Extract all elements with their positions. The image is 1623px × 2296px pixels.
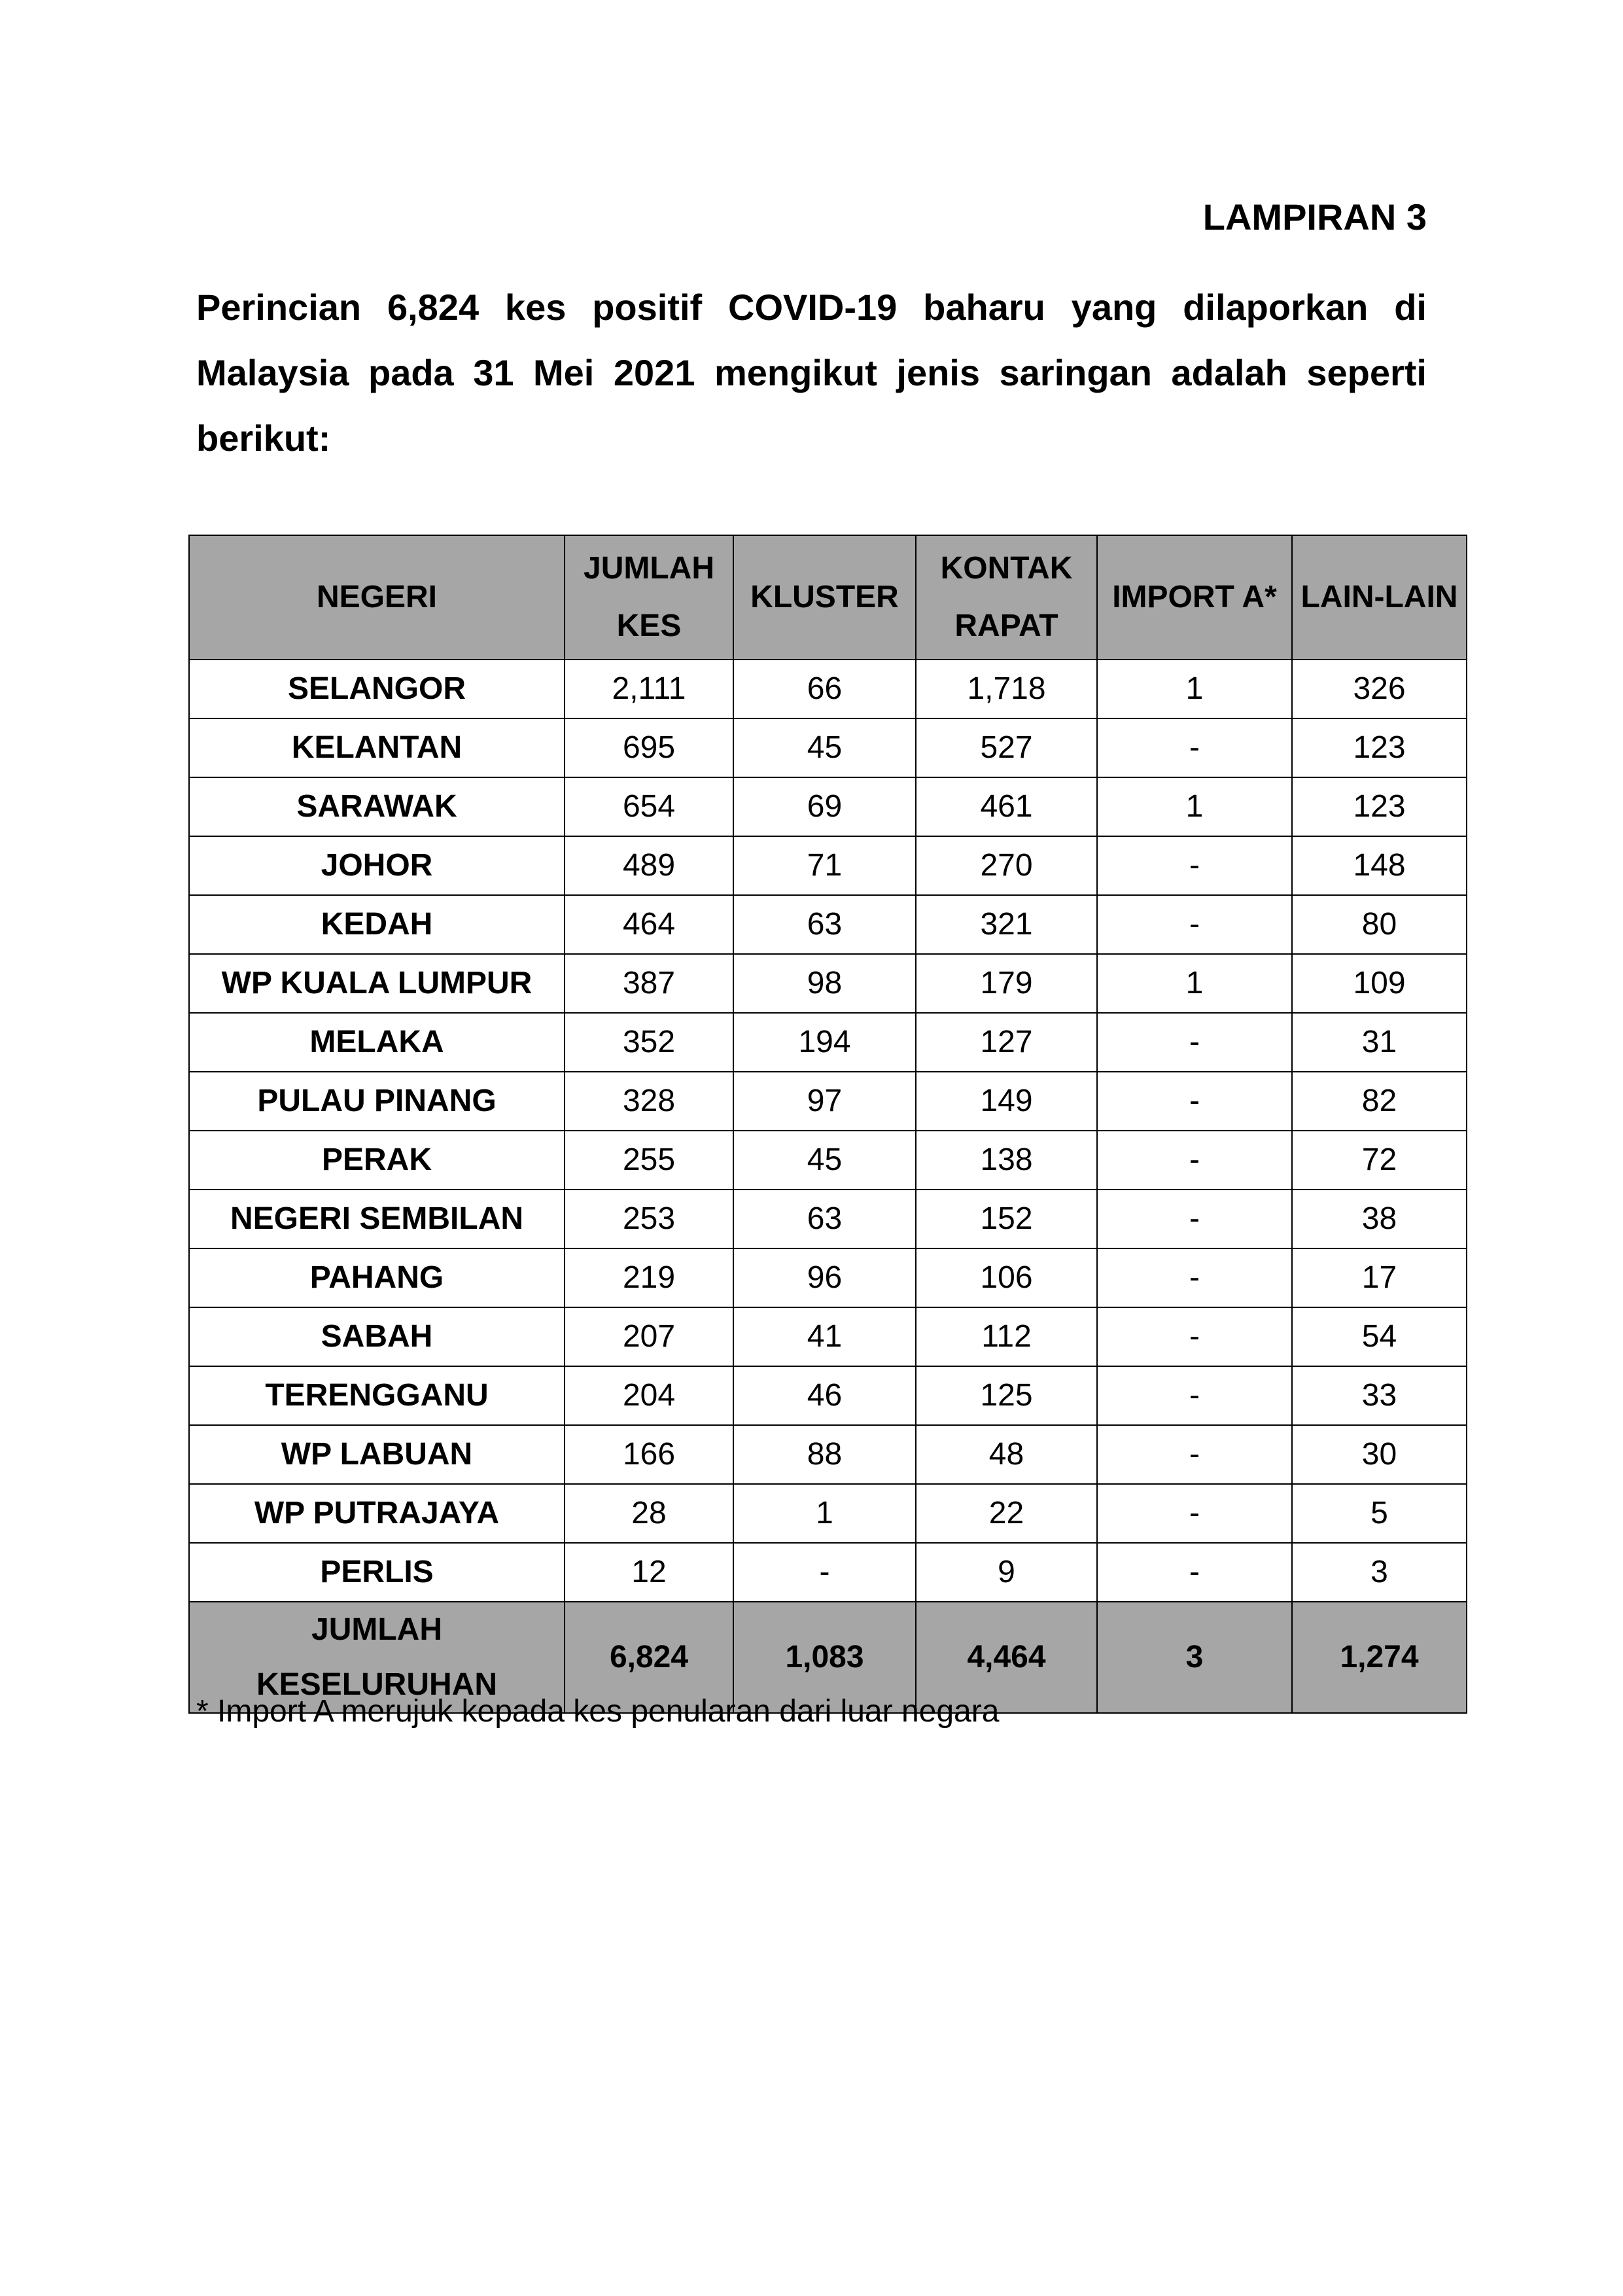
- cell-lain-lain: 82: [1292, 1072, 1467, 1131]
- cell-lain-lain: 123: [1292, 718, 1467, 777]
- cell-kontak-rapat: 106: [916, 1248, 1097, 1307]
- table-row: [189, 1425, 1467, 1484]
- header-text: RAPAT: [954, 609, 1058, 643]
- cell-lain-lain: 17: [1292, 1248, 1467, 1307]
- table-row: [189, 954, 1467, 1013]
- table-row: [189, 1131, 1467, 1190]
- cell-lain-lain: 54: [1292, 1307, 1467, 1366]
- cell-jumlah-kes: 2,111: [565, 660, 733, 718]
- cell-jumlah-kes: 204: [565, 1366, 733, 1425]
- cell-negeri: MELAKA: [189, 1013, 565, 1072]
- cell-kontak-rapat: 270: [916, 836, 1097, 895]
- table-row: [189, 836, 1467, 895]
- cell-negeri: TERENGGANU: [189, 1366, 565, 1425]
- cases-by-state-table: [188, 535, 1467, 1714]
- cell-import-a: -: [1097, 1425, 1292, 1484]
- cell-negeri: WP LABUAN: [189, 1425, 565, 1484]
- table-row: [189, 718, 1467, 777]
- table-row: [189, 895, 1467, 954]
- cell-kontak-rapat: 9: [916, 1543, 1097, 1602]
- cell-kluster: 46: [733, 1366, 916, 1425]
- cell-negeri: PAHANG: [189, 1248, 565, 1307]
- cell-kluster: 88: [733, 1425, 916, 1484]
- cell-kontak-rapat: 1,718: [916, 660, 1097, 718]
- cell-kontak-rapat: 127: [916, 1013, 1097, 1072]
- cell-negeri: SELANGOR: [189, 660, 565, 718]
- intro-paragraph: Perincian 6,824 kes positif COVID-19 baharu yang dilaporkan di Malaysia pada 31 Mei 2021 mengikut jenis saringan adalah seperti berikut:: [196, 287, 1427, 459]
- cell-jumlah-kes: 489: [565, 836, 733, 895]
- cell-lain-lain: 31: [1292, 1013, 1467, 1072]
- cell-jumlah-kes: 219: [565, 1248, 733, 1307]
- cell-lain-lain: 30: [1292, 1425, 1467, 1484]
- cell-kluster: 1: [733, 1484, 916, 1543]
- cell-kontak-rapat: 48: [916, 1425, 1097, 1484]
- cell-import-a: -: [1097, 1366, 1292, 1425]
- cell-lain-lain: 33: [1292, 1366, 1467, 1425]
- cell-kontak-rapat: 179: [916, 954, 1097, 1013]
- cell-kontak-rapat: 527: [916, 718, 1097, 777]
- cell-lain-lain: 109: [1292, 954, 1467, 1013]
- cell-lain-lain: 80: [1292, 895, 1467, 954]
- cell-kluster: 98: [733, 954, 916, 1013]
- cell-negeri: PULAU PINANG: [189, 1072, 565, 1131]
- cell-lain-lain: 38: [1292, 1190, 1467, 1248]
- header-text: IMPORT A*: [1112, 580, 1277, 614]
- cell-import-a: -: [1097, 1543, 1292, 1602]
- cell-import-a: -: [1097, 1484, 1292, 1543]
- cell-import-a: 1: [1097, 954, 1292, 1013]
- cell-kluster: 45: [733, 718, 916, 777]
- cell-import-a: -: [1097, 1013, 1292, 1072]
- cell-kluster: -: [733, 1543, 916, 1602]
- header-jumlah-kes: [565, 535, 733, 660]
- cell-import-a: -: [1097, 1131, 1292, 1190]
- header-text: KES: [616, 609, 682, 643]
- cell-lain-lain: 148: [1292, 836, 1467, 895]
- header-text: KLUSTER: [750, 580, 899, 614]
- header-negeri: [189, 535, 565, 660]
- header-text: KONTAK: [940, 551, 1073, 586]
- table-row: [189, 660, 1467, 718]
- table-row: [189, 1307, 1467, 1366]
- cell-kontak-rapat: 461: [916, 777, 1097, 836]
- cell-kontak-rapat: 112: [916, 1307, 1097, 1366]
- cell-negeri: WP KUALA LUMPUR: [189, 954, 565, 1013]
- table-row: [189, 1248, 1467, 1307]
- cases-table-container: [188, 535, 1466, 1714]
- cell-kluster: 97: [733, 1072, 916, 1131]
- table-row: [189, 1072, 1467, 1131]
- cell-kluster: 41: [733, 1307, 916, 1366]
- header-lain-lain: [1292, 535, 1467, 660]
- cell-kontak-rapat: 22: [916, 1484, 1097, 1543]
- cell-lain-lain: 123: [1292, 777, 1467, 836]
- cell-negeri: PERLIS: [189, 1543, 565, 1602]
- cell-import-a: -: [1097, 1072, 1292, 1131]
- cell-import-a: -: [1097, 1248, 1292, 1307]
- cell-jumlah-kes: 387: [565, 954, 733, 1013]
- cell-negeri: WP PUTRAJAYA: [189, 1484, 565, 1543]
- table-row: [189, 777, 1467, 836]
- cell-import-a: -: [1097, 1190, 1292, 1248]
- cell-import-a: -: [1097, 718, 1292, 777]
- total-import-a: 3: [1097, 1602, 1292, 1713]
- cell-jumlah-kes: 255: [565, 1131, 733, 1190]
- cell-kluster: 71: [733, 836, 916, 895]
- cell-jumlah-kes: 352: [565, 1013, 733, 1072]
- cell-jumlah-kes: 654: [565, 777, 733, 836]
- cell-lain-lain: 326: [1292, 660, 1467, 718]
- cell-lain-lain: 3: [1292, 1543, 1467, 1602]
- cell-negeri: NEGERI SEMBILAN: [189, 1190, 565, 1248]
- cell-jumlah-kes: 207: [565, 1307, 733, 1366]
- cell-kluster: 69: [733, 777, 916, 836]
- total-kontak-rapat: 4,464: [916, 1602, 1097, 1713]
- cell-kluster: 66: [733, 660, 916, 718]
- header-import-a: [1097, 535, 1292, 660]
- header-text: LAIN-LAIN: [1300, 580, 1458, 614]
- cell-negeri: SARAWAK: [189, 777, 565, 836]
- cell-kontak-rapat: 138: [916, 1131, 1097, 1190]
- cell-jumlah-kes: 28: [565, 1484, 733, 1543]
- cell-kluster: 45: [733, 1131, 916, 1190]
- table-body: [189, 660, 1467, 1602]
- header-kontak-rapat: [916, 535, 1097, 660]
- cell-lain-lain: 72: [1292, 1131, 1467, 1190]
- cell-import-a: 1: [1097, 660, 1292, 718]
- cell-negeri: KELANTAN: [189, 718, 565, 777]
- table-row: [189, 1190, 1467, 1248]
- cell-negeri: SABAH: [189, 1307, 565, 1366]
- cell-negeri: PERAK: [189, 1131, 565, 1190]
- total-label-text: JUMLAH: [311, 1612, 442, 1647]
- table-row: [189, 1366, 1467, 1425]
- cell-jumlah-kes: 253: [565, 1190, 733, 1248]
- cell-kluster: 63: [733, 1190, 916, 1248]
- cell-negeri: KEDAH: [189, 895, 565, 954]
- header-text: NEGERI: [316, 580, 438, 614]
- total-label-text: KESELURUHAN: [256, 1667, 497, 1702]
- cell-kontak-rapat: 152: [916, 1190, 1097, 1248]
- cell-negeri: JOHOR: [189, 836, 565, 895]
- cell-jumlah-kes: 166: [565, 1425, 733, 1484]
- total-lain-lain: 1,274: [1292, 1602, 1467, 1713]
- cell-lain-lain: 5: [1292, 1484, 1467, 1543]
- cell-kluster: 194: [733, 1013, 916, 1072]
- table-header-row: [189, 535, 1467, 660]
- total-jumlah-kes: 6,824: [565, 1602, 733, 1713]
- cell-jumlah-kes: 328: [565, 1072, 733, 1131]
- table-row: [189, 1484, 1467, 1543]
- cell-jumlah-kes: 464: [565, 895, 733, 954]
- cell-kluster: 63: [733, 895, 916, 954]
- cell-jumlah-kes: 12: [565, 1543, 733, 1602]
- footnote: * Import A merujuk kepada kes penularan dari luar negara: [196, 1694, 1000, 1729]
- table-row: [189, 1543, 1467, 1602]
- header-kluster: [733, 535, 916, 660]
- appendix-heading: LAMPIRAN 3: [1202, 196, 1427, 238]
- cell-kontak-rapat: 125: [916, 1366, 1097, 1425]
- header-text: JUMLAH: [584, 551, 714, 586]
- cell-import-a: -: [1097, 895, 1292, 954]
- total-kluster: 1,083: [733, 1602, 916, 1713]
- cell-import-a: -: [1097, 836, 1292, 895]
- cell-kontak-rapat: 321: [916, 895, 1097, 954]
- cell-kontak-rapat: 149: [916, 1072, 1097, 1131]
- cell-kluster: 96: [733, 1248, 916, 1307]
- cell-import-a: 1: [1097, 777, 1292, 836]
- cell-import-a: -: [1097, 1307, 1292, 1366]
- cell-jumlah-kes: 695: [565, 718, 733, 777]
- table-row: [189, 1013, 1467, 1072]
